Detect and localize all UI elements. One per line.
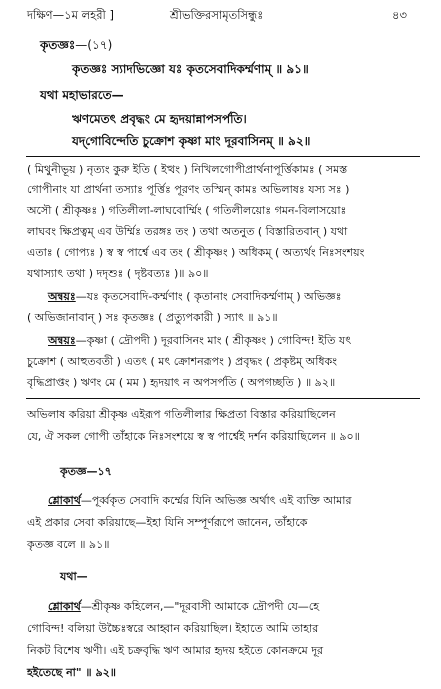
shlokartha-92-line: [48, 600, 319, 614]
commentary-line: ( অভিজানাবান্ ) সঃ কৃতজ্ঞঃ ( প্রত্যুপকারী ) স্যাৎ ॥ ৯১॥: [27, 311, 278, 324]
anvaya-91-line: [48, 290, 341, 304]
verse-heading-number: —(১৭): [75, 38, 113, 52]
commentary-line: ( মিথুনীভূয় ) নৃত্যং কুরু ইতি ( ইত্থং ) নিখিলগোপীপ্রার্থনাপূর্ত্তিকামঃ ( সমস্ত: [27, 163, 348, 176]
shlokartha-label: শ্লোকার্থ: [48, 600, 81, 613]
running-header-left: দক্ষিণ—১ম লহরী ]: [27, 8, 114, 22]
anvaya-label: অন্বয়ঃ: [48, 334, 76, 347]
shlokartha-text: —পূর্ব্বকৃত সেবাদি কর্ম্মের যিনি অভিজ্ঞ অর্থাৎ এই ব্যক্তি আমার: [80, 494, 352, 507]
translation-line: হইতেছে না" ॥ ৯২॥: [27, 666, 116, 679]
running-header-title: শ্রীভক্তিরসামৃতসিন্ধুঃ: [170, 8, 264, 22]
commentary-line: বৃদ্ধিপ্রাপ্তং ) ঋণং মে ( মম ) হৃদয়াৎ ন অপসর্পতি ( অপগচ্ছতি ) ॥ ৯২॥: [27, 376, 336, 389]
commentary-line: অসৌ ( শ্রীকৃষ্ণঃ ) গতিলীলা-লাঘবোর্ম্মিং ( গতিলীলয়োঃ গমন-বিলাসয়োঃ: [27, 204, 347, 217]
shlokartha-label: শ্লোকার্থ: [48, 494, 81, 507]
commentary-line: যথাস্যাৎ তথা ) দদৃশুঃ ( দৃষ্টবত্যঃ )॥ ৯০॥: [27, 267, 209, 280]
translation-line: অভিলাষ করিয়া শ্রীকৃষ্ণ এইরূপ গতিলীলার ক্ষিপ্রতা বিস্তার করিয়াছিলেন: [27, 408, 336, 421]
commentary-line: লাঘবং ক্ষিপ্রত্বম্ এব উর্ম্মিঃ তরঙ্গঃ তং ) তথা অতনুত ( বিস্তারিতবান্ ) যথা: [27, 225, 348, 238]
verse-source: যথা মহাভারতে—: [40, 88, 124, 102]
translation-line: নিকট বিশেষ ঋণী। এই চক্রবৃদ্ধি ঋণ আমার হৃদয় হইতে কোনক্রমে দূর: [27, 644, 324, 657]
verse-heading: [40, 38, 112, 52]
anvaya-label: অন্বয়ঃ: [48, 290, 76, 303]
commentary-line: চুক্রোশ ( আহুতবতী ) এতৎ ( মৎ ক্রোশনরূপং ) প্রবৃদ্ধং ( প্রকৃষ্টম্ অধিকং: [27, 355, 337, 368]
verse-line-1: কৃতজ্ঞঃ স্যাদভিজ্ঞো যঃ কৃতসেবাদিকর্ম্মণাম্ ॥ ৯১॥: [72, 62, 309, 76]
verse-heading-term: কৃতজ্ঞঃ: [40, 38, 76, 52]
translation-source: যথা—: [60, 570, 88, 583]
verse-line-3: যদ্‌গোবিন্দেতি চুক্রোশ কৃষ্ণা মাং দূরবাসিনম্ ॥ ৯২॥: [72, 134, 311, 148]
commentary-line: গোপীনাং যা প্রার্থনা তস্যাঃ পূর্ত্তিঃ পূরণং তস্মিন্ কামঃ অভিলাষঃ যস্য সঃ ): [27, 183, 350, 196]
anvaya-text: —যঃ কৃতসেবাদি-কর্ম্মণাং ( কৃতানাং সেবাদিকর্ম্মণাম্ ) অভিজ্ঞঃ: [75, 290, 342, 303]
commentary-line: এতাঃ ( গোপ্যঃ ) স্ব স্ব পার্শ্বে এব তং ( শ্রীকৃষ্ণং ) অধিকম্ ( অত্যর্থং নিঃসংশয়ং: [27, 246, 365, 259]
shlokartha-91-line: [48, 494, 352, 508]
translation-line: এই প্রকার সেবা করিয়াছে—ইহা যিনি সম্পূর্ণরূপে জানেন, তাঁহাকে: [27, 516, 308, 529]
shlokartha-text: —শ্রীকৃষ্ণ কহিলেন,—"দূরবাসী আমাকে দ্রৌপদী যে—হে: [80, 600, 320, 613]
translation-line: গোবিন্দ! বলিয়া উচ্চৈঃস্বরে আহ্বান করিয়াছিল। ইহাতে আমি তাহার: [27, 622, 319, 635]
verse-line-2: ঋণমেতৎ প্রবৃদ্ধং মে হৃদয়ান্নাপসর্পতি।: [72, 112, 247, 126]
divider-top: [26, 156, 420, 157]
translation-heading: কৃতজ্ঞ—১৭: [60, 465, 112, 478]
translation-line: কৃতজ্ঞ বলে ॥ ৯১॥: [27, 538, 110, 551]
anvaya-92-line: [48, 334, 351, 348]
translation-line: যে, ঐ সকল গোপী তাঁহাকে নিঃসংশয়ে স্ব স্ব পার্শ্বেই দর্শন করিয়াছিলেন ॥ ৯০॥: [27, 430, 360, 443]
anvaya-text: —কৃষ্ণা ( দ্রৌপদী ) দূরবাসিনং মাং ( শ্রীকৃষ্ণং ) গোবিন্দ! ইতি যৎ: [75, 334, 352, 347]
page-number: ৪৩: [392, 8, 407, 22]
divider-bottom: [26, 398, 420, 399]
